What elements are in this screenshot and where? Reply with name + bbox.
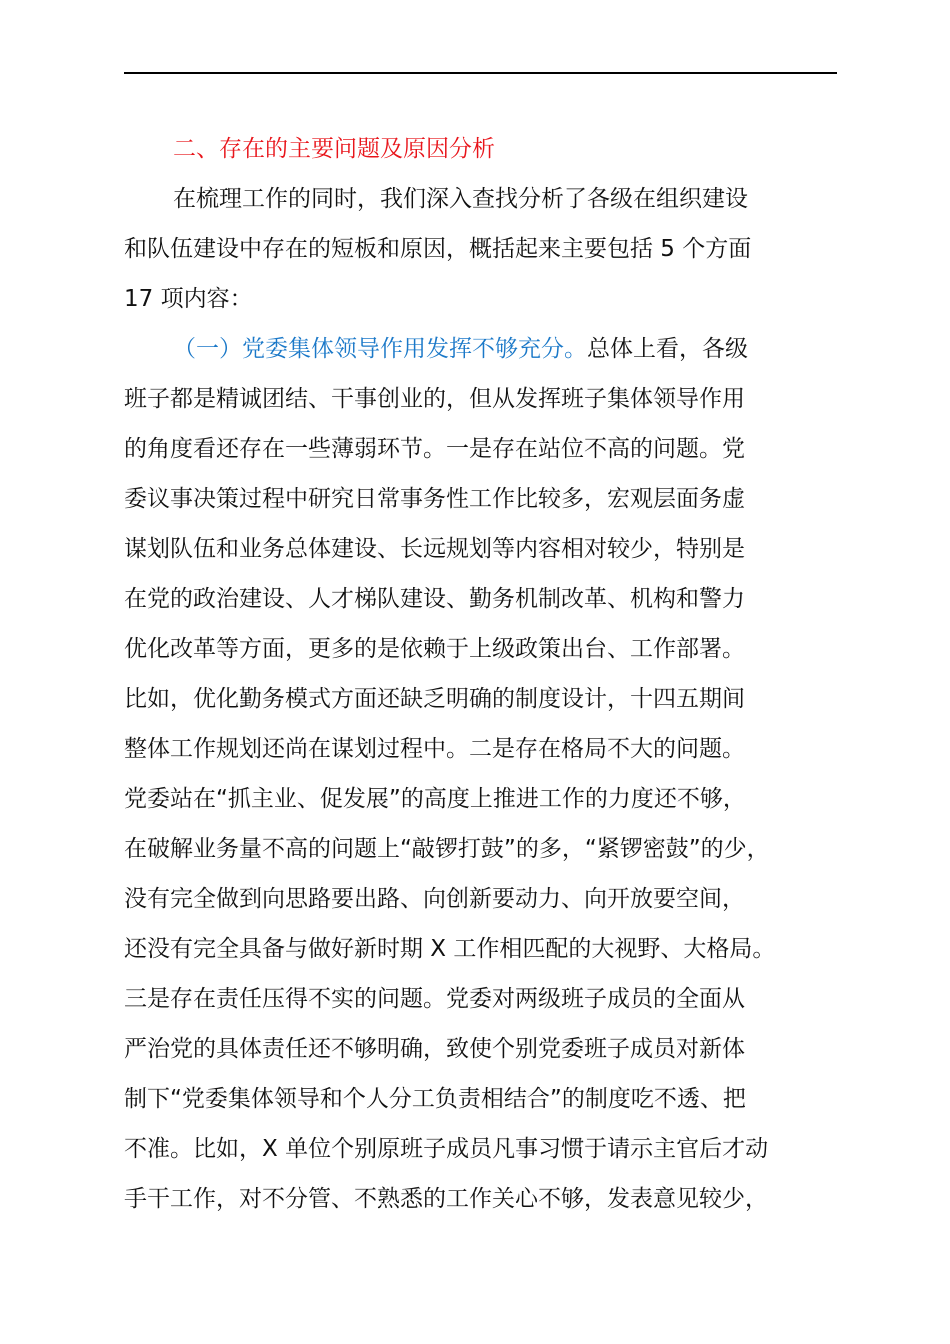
paragraph-line: 党委站在“抓主业、促发展”的高度上推进工作的力度还不够， (124, 786, 746, 812)
paragraph-line: 谋划队伍和业务总体建设、长远规划等内容相对较少，特别是 (124, 536, 745, 562)
paragraph-line: 不准。比如，X 单位个别原班子成员凡事习惯于请示主官后才动 (124, 1136, 769, 1162)
paragraph-line: 班子都是精诚团结、干事创业的，但从发挥班子集体领导作用 (124, 386, 745, 412)
paragraph-line: 17 项内容： (124, 286, 253, 312)
section-heading: 二、存在的主要问题及原因分析 (173, 136, 495, 162)
paragraph-line: 的角度看还存在一些薄弱环节。一是存在站位不高的问题。党 (124, 436, 745, 462)
paragraph-line: 比如，优化勤务模式方面还缺乏明确的制度设计，十四五期间 (124, 686, 745, 712)
paragraph-line: 三是存在责任压得不实的问题。党委对两级班子成员的全面从 (124, 986, 745, 1012)
paragraph-line: 在梳理工作的同时，我们深入查找分析了各级在组织建设 (173, 186, 748, 212)
subheading: （一）党委集体领导作用发挥不够充分。 (173, 336, 587, 362)
paragraph-line: 优化改革等方面，更多的是依赖于上级政策出台、工作部署。 (124, 636, 745, 662)
paragraph-line: 手干工作，对不分管、不熟悉的工作关心不够，发表意见较少， (124, 1186, 768, 1212)
paragraph-line: 还没有完全具备与做好新时期 X 工作相匹配的大视野、大格局。 (124, 936, 776, 962)
paragraph-line: 整体工作规划还尚在谋划过程中。二是存在格局不大的问题。 (124, 736, 745, 762)
paragraph-line: 没有完全做到向思路要出路、向创新要动力、向开放要空间， (124, 886, 745, 912)
document-body (124, 124, 837, 1224)
paragraph-line: 严治党的具体责任还不够明确，致使个别党委班子成员对新体 (124, 1036, 745, 1062)
header-rule (124, 72, 837, 74)
paragraph-line: 和队伍建设中存在的短板和原因，概括起来主要包括 5 个方面 (124, 236, 752, 262)
paragraph-line: 在党的政治建设、人才梯队建设、勤务机制改革、机构和警力 (124, 586, 745, 612)
paragraph-line: 委议事决策过程中研究日常事务性工作比较多，宏观层面务虚 (124, 486, 745, 512)
paragraph-line: 在破解业务量不高的问题上“敲锣打鼓”的多，“紧锣密鼓”的少， (124, 836, 770, 862)
subheading-tail: 总体上看，各级 (587, 336, 748, 362)
subheading-line (124, 324, 837, 374)
paragraph-line: 制下“党委集体领导和个人分工负责相结合”的制度吃不透、把 (124, 1086, 746, 1112)
